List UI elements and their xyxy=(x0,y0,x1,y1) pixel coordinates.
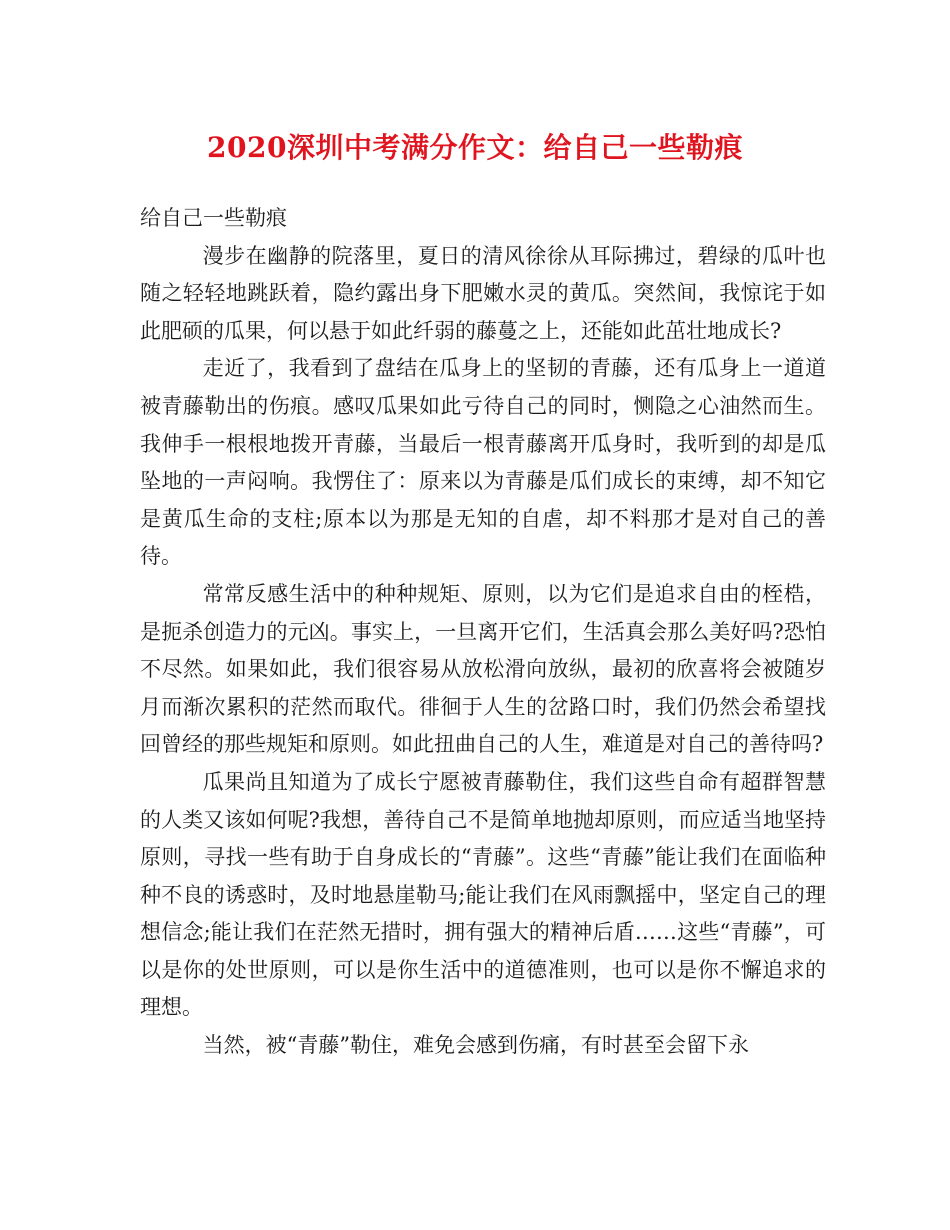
essay-paragraph: 走近了，我看到了盘结在瓜身上的坚韧的青藤，还有瓜身上一道道被青藤勒出的伤痕。感叹瓜果如此亏待自己的同时，恻隐之心油然而生。我伸手一根根地拨开青藤，当最后一根青藤离开瓜身时，我听到的却是瓜坠地的一声闷响。我愣住了：原来以为青藤是瓜们成长的束缚，却不知它是黄瓜生命的支柱;原本以为那是无知的自虐，却不料那才是对自己的善待。 xyxy=(140,356,826,569)
essay-body xyxy=(140,200,826,1065)
essay-paragraph: 当然，被“青藤”勒住，难免会感到伤痛，有时甚至会留下永 xyxy=(202,1033,750,1058)
essay-paragraph: 漫步在幽静的院落里，夏日的清风徐徐从耳际拂过，碧绿的瓜叶也随之轻轻地跳跃着，隐约露出身下肥嫩水灵的黄瓜。突然间，我惊诧于如此肥硕的瓜果，何以悬于如此纤弱的藤蔓之上，还能如此茁壮地成长? xyxy=(140,243,826,343)
essay-subheading: 给自己一些勒痕 xyxy=(140,206,287,230)
essay-paragraph: 瓜果尚且知道为了成长宁愿被青藤勒住，我们这些自命有超群智慧的人类又该如何呢?我想，善待自己不是简单地抛却原则，而应适当地坚持原则，寻找一些有助于自身成长的“青藤”。这些“青藤”能让我们在面临种种不良的诱惑时，及时地悬崖勒马;能让我们在风雨飘摇中，坚定自己的理想信念;能让我们在茫然无措时，拥有强大的精神后盾……这些“青藤”，可以是你的处世原则，可以是你生活中的道德准则，也可以是你不懈追求的理想。 xyxy=(140,769,826,1020)
essay-paragraph: 常常反感生活中的种种规矩、原则，以为它们是追求自由的桎梏，是扼杀创造力的元凶。事实上，一旦离开它们，生活真会那么美好吗?恐怕不尽然。如果如此，我们很容易从放松滑向放纵，最初的欣喜将会被随岁月而渐次累积的茫然而取代。徘徊于人生的岔路口时，我们仍然会希望找回曾经的那些规矩和原则。如此扭曲自己的人生，难道是对自己的善待吗? xyxy=(140,581,826,757)
document-title: 2020深圳中考满分作文：给自己一些勒痕 xyxy=(207,131,743,164)
